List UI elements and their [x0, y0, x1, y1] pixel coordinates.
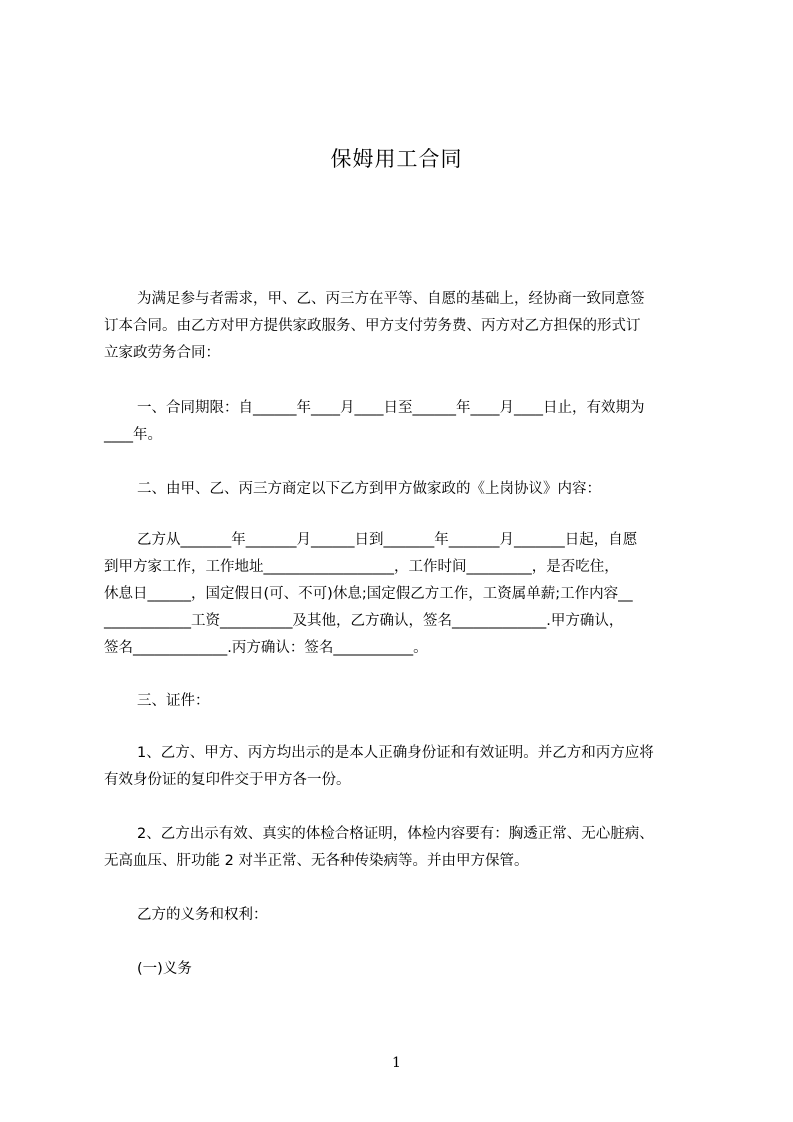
duties-heading-text: 乙方的义务和权利：: [137, 907, 268, 923]
section-three-heading: [104, 688, 704, 715]
section-two-heading: [104, 476, 704, 503]
intro-line-1: 为满足参与者需求，甲、乙、丙三方在平等、自愿的基础上，经协商一致同意签: [137, 291, 645, 307]
contract-term-line-1: 一、合同期限：自______年____月____日至______年____月____日止，有效期为: [137, 400, 645, 416]
agreement-line-3: 休息日______，国定假日(可、不可)休息;国定假乙方工作，工资属单薪;工作内容__: [104, 586, 633, 602]
intro-line-3: 立家政劳务合同：: [104, 345, 220, 361]
agreement-line-4: ____________工资__________及其他，乙方确认，签名_____________.甲方确认，: [104, 613, 624, 629]
intro-line-2: 订本合同。由乙方对甲方提供家政服务、甲方支付劳务费、丙方对乙方担保的形式订: [104, 318, 641, 334]
page-number: 1: [392, 1055, 401, 1071]
agreement-line-5: 签名_____________.丙方确认：签名___________。: [104, 640, 428, 656]
document-title: 保姆用工合同: [330, 147, 463, 171]
health-check-paragraph: [104, 821, 704, 875]
agreement-line-2: 到甲方家工作，工作地址__________________，工作时间_________，是否吃住，: [104, 559, 619, 575]
intro-paragraph: [104, 286, 704, 367]
section-three-heading-text: 三、证件：: [137, 693, 210, 709]
id-document-line-1: 1、乙方、甲方、丙方均出示的是本人正确身份证和有效证明。并乙方和丙方应将: [137, 745, 654, 761]
id-document-paragraph: [104, 740, 704, 794]
agreement-line-1: 乙方从_______年_______月______日到_______年_______月_______日起，自愿: [137, 532, 638, 548]
contract-term-paragraph: [104, 395, 704, 449]
agreement-paragraph: [104, 527, 704, 662]
section-two-line: 二、由甲、乙、丙三方商定以下乙方到甲方做家政的《上岗协议》内容：: [137, 481, 601, 497]
contract-term-line-2: ____年。: [104, 427, 162, 443]
health-check-line-1: 2、乙方出示有效、真实的体检合格证明，体检内容要有：胸透正常、无心脏病、: [137, 826, 654, 842]
id-document-line-2: 有效身份证的复印件交于甲方各一份。: [104, 772, 351, 788]
health-check-line-2: 无高血压、肝功能 2 对半正常、无各种传染病等。并由甲方保管。: [104, 853, 529, 869]
duties-subheading-text: (一)义务: [137, 961, 192, 977]
duties-subheading: [104, 956, 704, 983]
duties-heading: [104, 902, 704, 929]
